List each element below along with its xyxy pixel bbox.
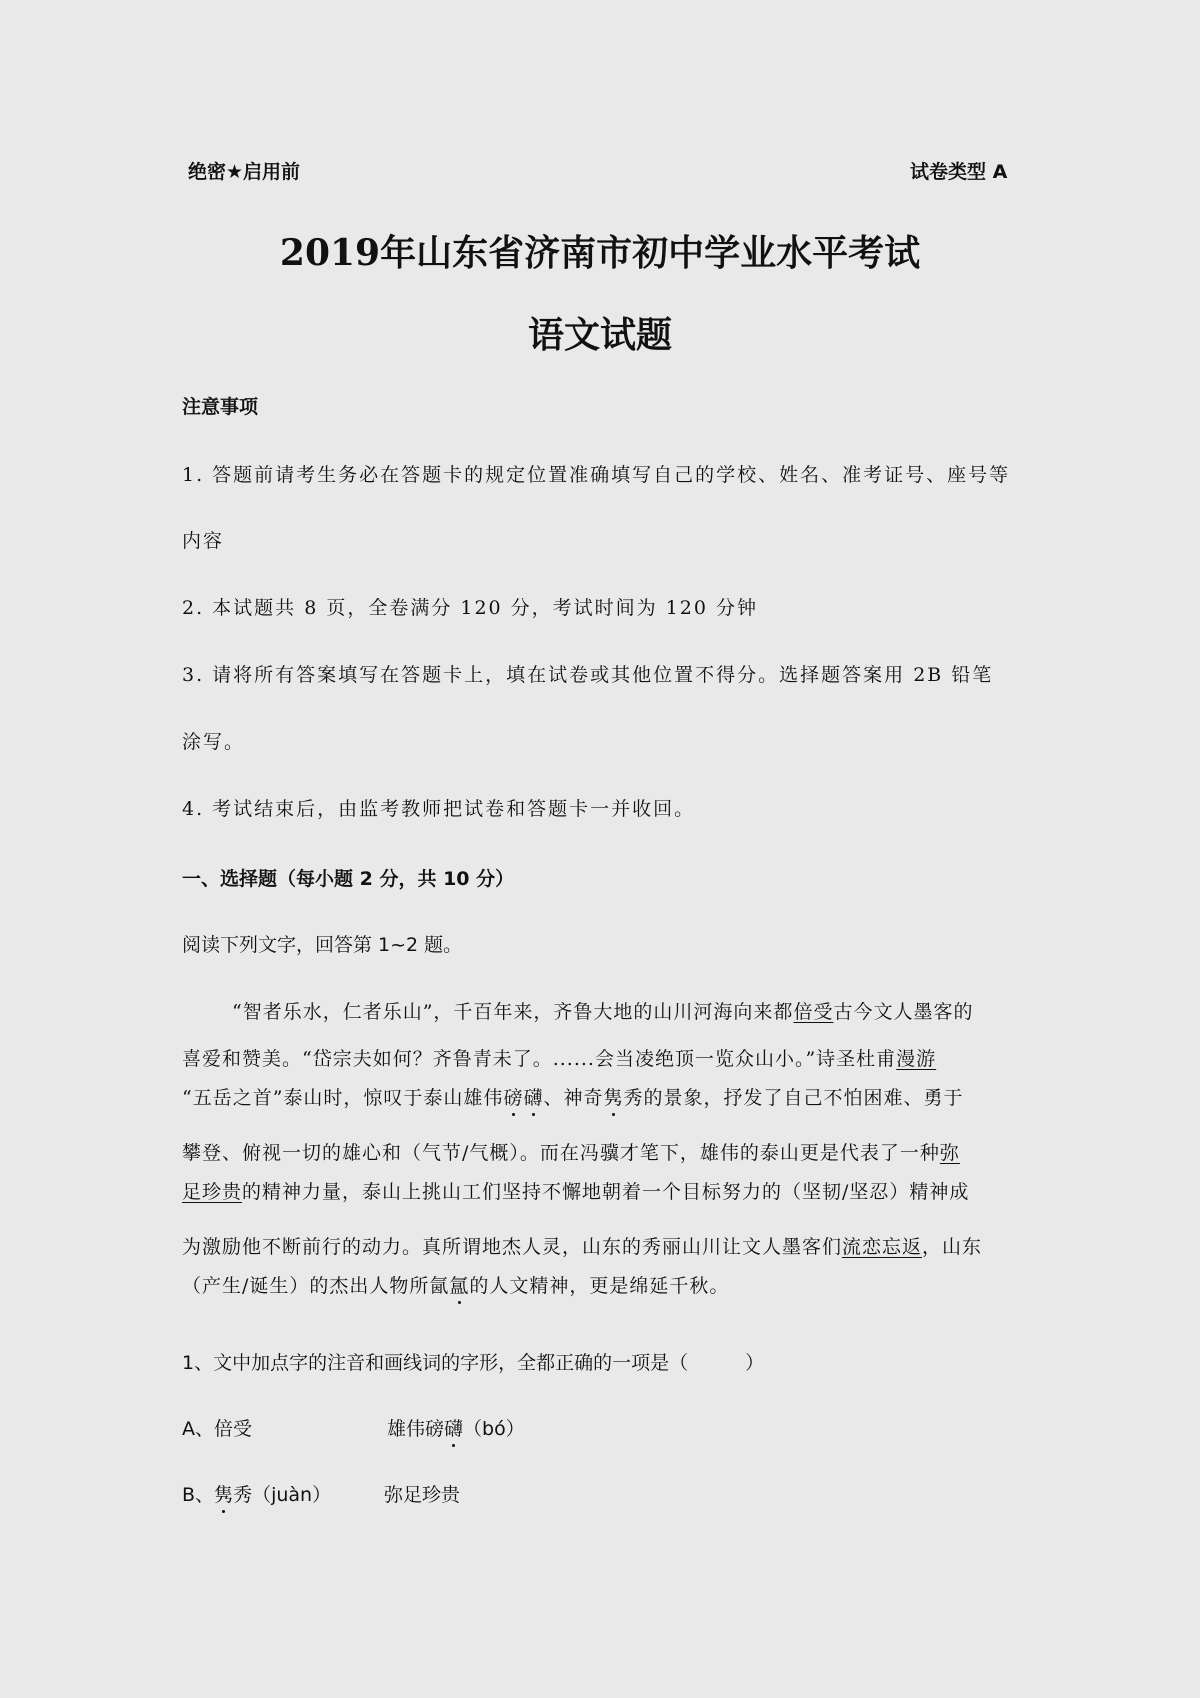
dotted-char: 隽 — [603, 1087, 624, 1109]
underlined-word: 弥 — [939, 1142, 960, 1164]
note-item-2: 2. 本试题共 8 页，全卷满分 120 分，考试时间为 120 分钟 — [182, 597, 759, 619]
section-heading: 一、选择题（每小题 2 分，共 10 分） — [182, 868, 515, 890]
passage-line: （产生/诞生）的杰出人物所氤氲的人文精神，更是绵延千秋。 — [182, 1275, 730, 1297]
note-item-1: 1. 答题前请考生务必在答题卡的规定位置准确填写自己的学校、姓名、准考证号、座号等 — [182, 464, 1011, 486]
passage-line: 足珍贵的精神力量，泰山上挑山工们坚持不懈地朝着一个目标努力的（坚韧/坚忍）精神成 — [182, 1181, 970, 1203]
note-item-3: 3. 请将所有答案填写在答题卡上，填在试卷或其他位置不得分。选择题答案用 2B 铅笔 — [182, 664, 994, 686]
dotted-char: 隽 — [214, 1484, 234, 1506]
dotted-char: 礴 — [523, 1087, 544, 1109]
reading-instruction: 阅读下列文字，回答第 1~2 题。 — [182, 934, 463, 956]
passage-line: 攀登、俯视一切的雄心和（气节/气概）。而在冯骥才笔下，雄伟的泰山更是代表了一种弥 — [182, 1142, 960, 1164]
option-b-word: 弥足珍贵 — [384, 1484, 461, 1506]
passage-line: “五岳之首”泰山时，惊叹于泰山雄伟磅礴、神奇隽秀的景象，抒发了自己不怕困难、勇于 — [182, 1087, 964, 1109]
dotted-char: 氲 — [449, 1275, 470, 1297]
passage-line: 为激励他不断前行的动力。真所谓地杰人灵，山东的秀丽山川让文人墨客们流恋忘返，山东 — [182, 1236, 983, 1258]
note-item-4: 4. 考试结束后，由监考教师把试卷和答题卡一并收回。 — [182, 798, 696, 820]
reading-passage — [182, 997, 1020, 1298]
note-item-1-cont: 内容 — [182, 530, 225, 552]
dotted-char: 礴 — [444, 1418, 464, 1440]
exam-title: 2019年山东省济南市初中学业水平考试 — [279, 232, 921, 274]
dotted-char: 磅 — [503, 1087, 524, 1109]
underlined-word: 足珍贵 — [182, 1181, 243, 1203]
question-1-stem: 1、文中加点字的注音和画线词的字形，全都正确的一项是（ ） — [182, 1352, 765, 1374]
option-b: B、隽秀（juàn） — [182, 1484, 332, 1506]
notes-heading: 注意事项 — [182, 396, 259, 418]
option-a-word: 雄伟磅礴（bó） — [387, 1418, 525, 1440]
underlined-word: 流恋忘返 — [842, 1236, 923, 1258]
exam-subtitle: 语文试题 — [527, 314, 672, 356]
underlined-word: 倍受 — [793, 1001, 834, 1023]
passage-line: 喜爱和赞美。“岱宗夫如何？齐鲁青未了。......会当凌绝顶一览众山小。”诗圣杜甫漫游 — [182, 1048, 937, 1070]
passage-line: “智者乐水，仁者乐山”，千百年来，齐鲁大地的山川河海向来都倍受古今文人墨客的 — [232, 1001, 974, 1023]
option-a-label: A、倍受 — [182, 1418, 252, 1440]
confidential-label: 绝密★启用前 — [188, 161, 301, 183]
underlined-word: 漫游 — [896, 1048, 937, 1070]
note-item-3-cont: 涂写。 — [182, 731, 246, 753]
paper-type-label: 试卷类型 A — [910, 161, 1008, 183]
